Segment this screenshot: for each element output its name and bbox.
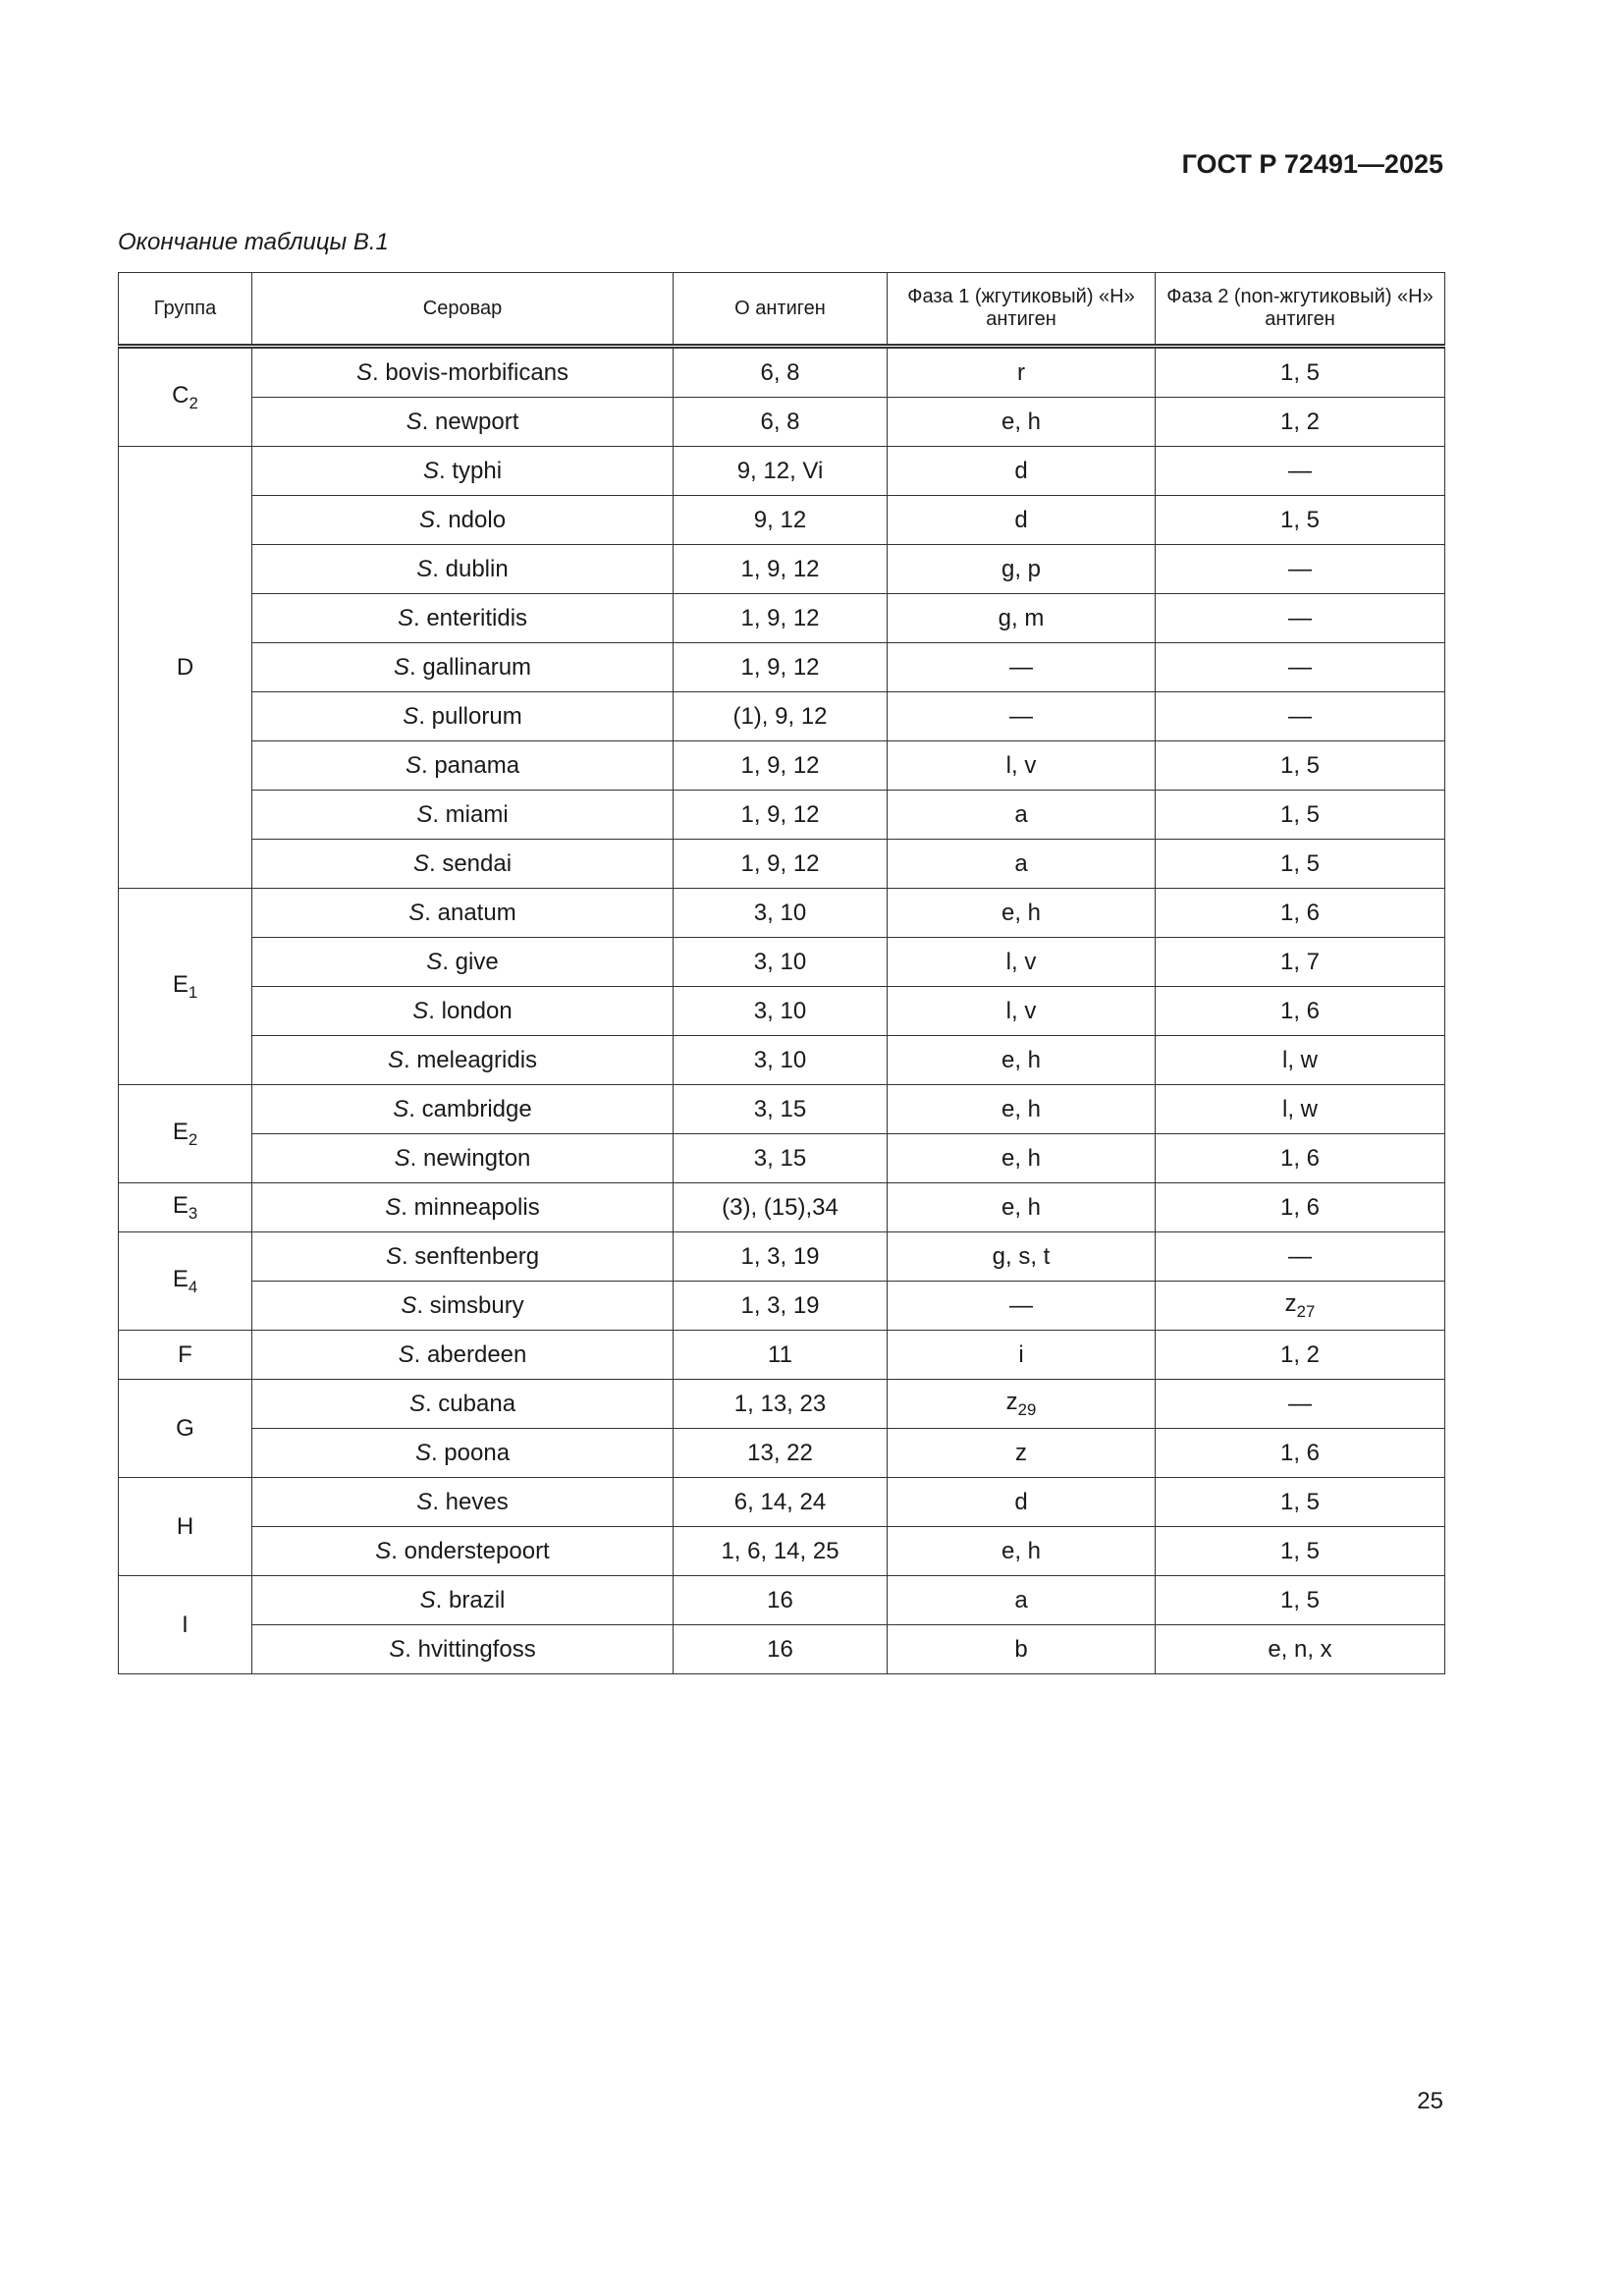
phase-2-cell-value: 1, 6: [1279, 1144, 1321, 1172]
phase-1-cell-value: d: [1014, 457, 1028, 484]
header-phase-1: Фаза 1 (жгутиковый) «Н» антиген: [888, 273, 1156, 347]
phase-1-cell-value: l, v: [1005, 751, 1037, 779]
serovar-name: sendai: [442, 849, 513, 877]
genus-abbrev: S: [416, 800, 433, 828]
group-letter: E: [172, 1265, 189, 1292]
group-letter: H: [176, 1512, 194, 1540]
o-antigen-cell: 3, 10: [674, 889, 888, 938]
phase-1-cell-value: a: [1014, 1586, 1028, 1613]
serovar-name: senftenberg: [414, 1242, 540, 1270]
table-row: [119, 938, 1445, 987]
phase-2-cell: [1156, 741, 1445, 791]
table-row: [119, 987, 1445, 1036]
phase-1-cell: [888, 1134, 1156, 1183]
phase-2-cell-value: z: [1284, 1289, 1297, 1317]
serovar-name: panama: [434, 751, 520, 779]
phase-1-cell: [888, 594, 1156, 643]
table-row: [119, 1478, 1445, 1527]
phase-2-cell-value: 1, 7: [1279, 948, 1321, 975]
group-cell: [119, 347, 252, 447]
phase-1-cell-value: e, h: [1001, 1095, 1042, 1122]
table-row: [119, 840, 1445, 889]
phase-1-cell-value: g, p: [1001, 555, 1042, 582]
serovar-cell: S. minneapolis: [252, 1183, 674, 1232]
phase-2-cell-value: —: [1288, 702, 1312, 730]
serovar-name: miami: [445, 800, 509, 828]
table-row: [119, 447, 1445, 496]
serovar-name: onderstepoort: [404, 1537, 550, 1564]
serovar-cell: S. senftenberg: [252, 1232, 674, 1282]
phase-1-cell-value: —: [1009, 653, 1033, 681]
table-row: [119, 1429, 1445, 1478]
phase-1-cell-value: g, s, t: [992, 1242, 1051, 1270]
serovar-name: newington: [422, 1144, 531, 1172]
phase-2-cell-value: —: [1288, 1242, 1312, 1270]
serovar-name: bovis-morbificans: [385, 358, 569, 386]
genus-abbrev: S: [408, 1390, 425, 1417]
group-cell: [119, 447, 252, 889]
serovar-cell: S. give: [252, 938, 674, 987]
table-header-row: [119, 273, 1445, 347]
table-row: [119, 1625, 1445, 1674]
o-antigen-cell: 6, 14, 24: [674, 1478, 888, 1527]
serovar-cell: S. enteritidis: [252, 594, 674, 643]
phase-1-cell: [888, 1625, 1156, 1674]
phase-1-cell: [888, 889, 1156, 938]
serovar-name: brazil: [449, 1586, 506, 1613]
phase-1-cell: [888, 1232, 1156, 1282]
group-letter: G: [176, 1414, 194, 1442]
table-row: [119, 1183, 1445, 1232]
serovar-cell: S. meleagridis: [252, 1036, 674, 1085]
phase-2-cell: [1156, 447, 1445, 496]
serovar-cell: S. cambridge: [252, 1085, 674, 1134]
serovar-name: give: [455, 948, 499, 975]
phase-2-cell-value: 1, 5: [1279, 358, 1321, 386]
serovar-cell: S. brazil: [252, 1576, 674, 1625]
phase-1-cell-value: e, h: [1001, 899, 1042, 926]
group-subscript: 3: [188, 1203, 198, 1223]
serovar-cell: S. poona: [252, 1429, 674, 1478]
genus-abbrev: S: [394, 1144, 410, 1172]
serovar-cell: S. typhi: [252, 447, 674, 496]
phase-2-cell: [1156, 1429, 1445, 1478]
group-subscript: 2: [189, 393, 198, 412]
o-antigen-cell: (3), (15),34: [674, 1183, 888, 1232]
genus-abbrev: S: [403, 702, 419, 730]
phase-2-cell-value: 1, 5: [1279, 800, 1321, 828]
serovar-cell: S. onderstepoort: [252, 1527, 674, 1576]
phase-2-cell-value: 1, 5: [1279, 1488, 1321, 1515]
genus-abbrev: S: [426, 948, 443, 975]
group-subscript: 2: [188, 1129, 198, 1149]
serovar-name: london: [441, 997, 513, 1024]
phase-2-cell-value: —: [1288, 457, 1312, 484]
phase-2-cell: [1156, 398, 1445, 447]
phase-1-cell-value: g, m: [998, 604, 1045, 631]
phase-2-cell: [1156, 938, 1445, 987]
serovar-name: minneapolis: [413, 1193, 540, 1221]
genus-abbrev: S: [385, 1242, 402, 1270]
o-antigen-cell: 1, 9, 12: [674, 791, 888, 840]
serovar-cell: S. newport: [252, 398, 674, 447]
o-antigen-cell: 1, 9, 12: [674, 545, 888, 594]
serovar-name: anatum: [437, 899, 516, 926]
phase-1-cell-value: i: [1018, 1340, 1024, 1368]
group-cell: [119, 1380, 252, 1478]
phase-1-cell: [888, 1085, 1156, 1134]
serovar-cell: S. london: [252, 987, 674, 1036]
o-antigen-cell: 1, 9, 12: [674, 643, 888, 692]
phase-2-cell-value: 1, 2: [1279, 1340, 1321, 1368]
serovar-cell: S. gallinarum: [252, 643, 674, 692]
phase-1-cell-value: r: [1017, 358, 1025, 386]
phase-2-cell: [1156, 1380, 1445, 1429]
serovar-name: cambridge: [421, 1095, 532, 1122]
serovar-name: simsbury: [429, 1291, 524, 1319]
phase-2-cell: [1156, 1331, 1445, 1380]
table-row: [119, 496, 1445, 545]
table-row: [119, 1576, 1445, 1625]
o-antigen-cell: 9, 12: [674, 496, 888, 545]
serovar-cell: S. ndolo: [252, 496, 674, 545]
phase-2-cell-value: 1, 5: [1279, 506, 1321, 533]
table-row: [119, 741, 1445, 791]
serovar-name: gallinarum: [422, 653, 532, 681]
phase-2-cell-value: 1, 6: [1279, 899, 1321, 926]
phase-2-cell-value: 1, 5: [1279, 751, 1321, 779]
serovar-name: poona: [444, 1439, 511, 1466]
phase-1-cell-value: —: [1009, 702, 1033, 730]
header-serovar: Серовар: [252, 273, 674, 347]
phase-1-cell-value: l, v: [1005, 997, 1037, 1024]
serovar-cell: S. panama: [252, 741, 674, 791]
serovar-cell: S. simsbury: [252, 1282, 674, 1331]
phase-1-cell-subscript: 29: [1017, 1399, 1037, 1419]
genus-abbrev: S: [375, 1537, 392, 1564]
table-row: [119, 1331, 1445, 1380]
phase-2-cell: [1156, 1576, 1445, 1625]
phase-1-cell-value: d: [1014, 506, 1028, 533]
page-number: 25: [1417, 2088, 1443, 2114]
genus-abbrev: S: [389, 1635, 406, 1663]
genus-abbrev: S: [397, 604, 413, 631]
phase-1-cell: [888, 791, 1156, 840]
phase-2-cell: [1156, 1134, 1445, 1183]
genus-abbrev: S: [355, 358, 372, 386]
phase-2-cell-value: l, w: [1282, 1046, 1318, 1073]
serovar-table: [118, 272, 1445, 1674]
phase-2-cell-value: —: [1288, 604, 1312, 631]
phase-1-cell: [888, 1380, 1156, 1429]
phase-1-cell: [888, 938, 1156, 987]
phase-2-cell: [1156, 987, 1445, 1036]
phase-1-cell: [888, 1576, 1156, 1625]
phase-1-cell: [888, 447, 1156, 496]
group-letter: E: [172, 1118, 189, 1145]
phase-2-cell-value: 1, 5: [1279, 849, 1321, 877]
phase-1-cell: [888, 1036, 1156, 1085]
phase-2-cell: [1156, 594, 1445, 643]
phase-2-cell-subscript: 27: [1296, 1301, 1316, 1321]
table-row: [119, 692, 1445, 741]
table-row: [119, 545, 1445, 594]
genus-abbrev: S: [406, 408, 422, 435]
table-row: [119, 889, 1445, 938]
phase-1-cell: [888, 1527, 1156, 1576]
group-cell: [119, 889, 252, 1085]
serovar-cell: S. dublin: [252, 545, 674, 594]
phase-2-cell-value: l, w: [1282, 1095, 1318, 1122]
genus-abbrev: S: [419, 1586, 436, 1613]
phase-1-cell: [888, 496, 1156, 545]
phase-1-cell: [888, 987, 1156, 1036]
phase-1-cell-value: l, v: [1005, 948, 1037, 975]
genus-abbrev: S: [412, 849, 429, 877]
header-o-antigen: О антиген: [674, 273, 888, 347]
serovar-cell: S. cubana: [252, 1380, 674, 1429]
serovar-cell: S. newington: [252, 1134, 674, 1183]
serovar-name: ndolo: [448, 506, 507, 533]
serovar-cell: S. anatum: [252, 889, 674, 938]
group-letter: E: [172, 1191, 189, 1219]
o-antigen-cell: 11: [674, 1331, 888, 1380]
genus-abbrev: S: [416, 555, 433, 582]
phase-1-cell-value: a: [1014, 800, 1028, 828]
phase-1-cell-value: b: [1014, 1635, 1028, 1663]
serovar-cell: S. sendai: [252, 840, 674, 889]
phase-2-cell-value: 1, 5: [1279, 1537, 1321, 1564]
table-row: [119, 347, 1445, 398]
genus-abbrev: S: [412, 997, 429, 1024]
serovar-cell: S. hvittingfoss: [252, 1625, 674, 1674]
header-group: Группа: [119, 273, 252, 347]
o-antigen-cell: 3, 15: [674, 1085, 888, 1134]
phase-1-cell-value: z: [1015, 1439, 1027, 1466]
serovar-cell: S. miami: [252, 791, 674, 840]
group-subscript: 4: [188, 1277, 198, 1296]
phase-2-cell: [1156, 1036, 1445, 1085]
group-letter: E: [172, 970, 189, 998]
o-antigen-cell: 3, 10: [674, 987, 888, 1036]
phase-1-cell-value: d: [1014, 1488, 1028, 1515]
phase-2-cell-value: 1, 2: [1279, 408, 1321, 435]
phase-1-cell: [888, 398, 1156, 447]
phase-2-cell-value: 1, 6: [1279, 1439, 1321, 1466]
o-antigen-cell: 1, 13, 23: [674, 1380, 888, 1429]
phase-2-cell: [1156, 840, 1445, 889]
o-antigen-cell: 3, 15: [674, 1134, 888, 1183]
phase-1-cell-value: z: [1005, 1388, 1018, 1415]
phase-2-cell: [1156, 692, 1445, 741]
serovar-name: typhi: [452, 457, 503, 484]
phase-2-cell-value: —: [1288, 555, 1312, 582]
genus-abbrev: S: [387, 1046, 404, 1073]
phase-1-cell: [888, 545, 1156, 594]
group-cell: [119, 1232, 252, 1331]
phase-1-cell-value: e, h: [1001, 1537, 1042, 1564]
phase-1-cell: [888, 1478, 1156, 1527]
phase-1-cell: [888, 643, 1156, 692]
o-antigen-cell: 16: [674, 1576, 888, 1625]
phase-2-cell-value: —: [1288, 653, 1312, 681]
serovar-cell: S. heves: [252, 1478, 674, 1527]
phase-1-cell-value: e, h: [1001, 1193, 1042, 1221]
serovar-cell: S. bovis-morbificans: [252, 347, 674, 398]
genus-abbrev: S: [418, 506, 435, 533]
serovar-name: hvittingfoss: [417, 1635, 536, 1663]
phase-1-cell: [888, 692, 1156, 741]
genus-abbrev: S: [422, 457, 439, 484]
phase-2-cell: [1156, 1625, 1445, 1674]
table-row: [119, 643, 1445, 692]
table-row: [119, 1036, 1445, 1085]
o-antigen-cell: (1), 9, 12: [674, 692, 888, 741]
phase-1-cell: [888, 741, 1156, 791]
o-antigen-cell: 13, 22: [674, 1429, 888, 1478]
phase-1-cell: [888, 840, 1156, 889]
phase-2-cell: [1156, 1282, 1445, 1331]
genus-abbrev: S: [398, 1340, 414, 1368]
o-antigen-cell: 6, 8: [674, 398, 888, 447]
group-cell: [119, 1576, 252, 1674]
group-letter: I: [182, 1611, 189, 1638]
serovar-name: pullorum: [431, 702, 522, 730]
genus-abbrev: S: [393, 1095, 409, 1122]
group-subscript: 1: [188, 982, 198, 1002]
phase-2-cell: [1156, 791, 1445, 840]
document-code: ГОСТ Р 72491—2025: [1181, 149, 1443, 179]
table-row: [119, 1134, 1445, 1183]
phase-2-cell-value: 1, 6: [1279, 1193, 1321, 1221]
phase-1-cell-value: —: [1009, 1291, 1033, 1319]
genus-abbrev: S: [405, 751, 421, 779]
o-antigen-cell: 3, 10: [674, 1036, 888, 1085]
genus-abbrev: S: [393, 653, 409, 681]
o-antigen-cell: 1, 9, 12: [674, 594, 888, 643]
phase-1-cell: [888, 1429, 1156, 1478]
table-row: [119, 398, 1445, 447]
serovar-name: meleagridis: [416, 1046, 538, 1073]
table-row: [119, 594, 1445, 643]
group-cell: [119, 1085, 252, 1183]
o-antigen-cell: 3, 10: [674, 938, 888, 987]
o-antigen-cell: 6, 8: [674, 347, 888, 398]
o-antigen-cell: 9, 12, Vi: [674, 447, 888, 496]
phase-1-cell: [888, 1331, 1156, 1380]
table-row: [119, 1282, 1445, 1331]
table-row: [119, 1232, 1445, 1282]
o-antigen-cell: 1, 3, 19: [674, 1282, 888, 1331]
serovar-name: dublin: [445, 555, 509, 582]
genus-abbrev: S: [401, 1291, 417, 1319]
phase-2-cell: [1156, 1183, 1445, 1232]
serovar-cell: S. aberdeen: [252, 1331, 674, 1380]
table-body: [119, 347, 1445, 1674]
phase-2-cell: [1156, 347, 1445, 398]
phase-2-cell-value: e, n, x: [1268, 1635, 1332, 1663]
group-letter: F: [178, 1340, 192, 1368]
group-letter: D: [176, 653, 194, 681]
phase-2-cell-value: —: [1288, 1390, 1312, 1417]
header-phase-2: Фаза 2 (non-жгутиковый) «Н» антиген: [1156, 273, 1445, 347]
phase-2-cell: [1156, 1085, 1445, 1134]
phase-2-cell: [1156, 889, 1445, 938]
serovar-name: cubana: [438, 1390, 516, 1417]
phase-2-cell: [1156, 1478, 1445, 1527]
group-letter: C: [172, 381, 189, 409]
o-antigen-cell: 1, 3, 19: [674, 1232, 888, 1282]
phase-2-cell-value: 1, 5: [1279, 1586, 1321, 1613]
serovar-name: enteritidis: [426, 604, 528, 631]
serovar-name: newport: [434, 408, 519, 435]
group-cell: [119, 1331, 252, 1380]
phase-1-cell-value: e, h: [1001, 1046, 1042, 1073]
phase-2-cell: [1156, 1527, 1445, 1576]
o-antigen-cell: 1, 9, 12: [674, 741, 888, 791]
phase-2-cell: [1156, 545, 1445, 594]
genus-abbrev: S: [416, 1488, 433, 1515]
phase-2-cell: [1156, 643, 1445, 692]
serovar-name: heves: [445, 1488, 509, 1515]
phase-1-cell-value: e, h: [1001, 1144, 1042, 1172]
table-row: [119, 1527, 1445, 1576]
phase-2-cell: [1156, 496, 1445, 545]
group-cell: [119, 1183, 252, 1232]
table-row: [119, 1380, 1445, 1429]
o-antigen-cell: 1, 6, 14, 25: [674, 1527, 888, 1576]
o-antigen-cell: 16: [674, 1625, 888, 1674]
genus-abbrev: S: [385, 1193, 402, 1221]
genus-abbrev: S: [414, 1439, 431, 1466]
serovar-name: aberdeen: [426, 1340, 527, 1368]
phase-2-cell: [1156, 1232, 1445, 1282]
serovar-cell: S. pullorum: [252, 692, 674, 741]
phase-1-cell: [888, 1183, 1156, 1232]
table-row: [119, 791, 1445, 840]
phase-1-cell: [888, 1282, 1156, 1331]
phase-1-cell: [888, 347, 1156, 398]
phase-2-cell-value: 1, 6: [1279, 997, 1321, 1024]
phase-1-cell-value: a: [1014, 849, 1028, 877]
table-caption: Окончание таблицы В.1: [118, 229, 389, 255]
o-antigen-cell: 1, 9, 12: [674, 840, 888, 889]
phase-1-cell-value: e, h: [1001, 408, 1042, 435]
genus-abbrev: S: [408, 899, 425, 926]
group-cell: [119, 1478, 252, 1576]
table-row: [119, 1085, 1445, 1134]
